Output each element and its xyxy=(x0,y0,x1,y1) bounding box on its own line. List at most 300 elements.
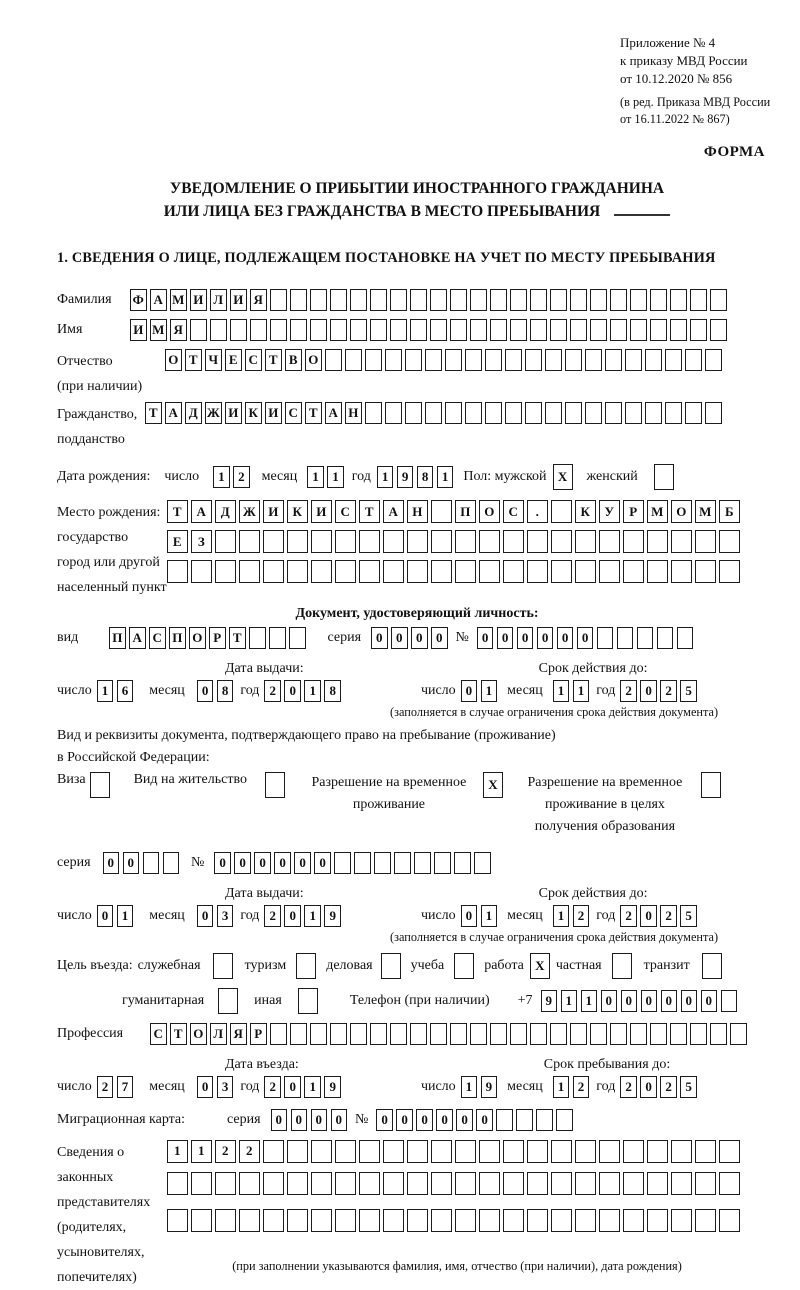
char-cell: Л xyxy=(210,289,227,311)
mc-series-label: серия xyxy=(227,1111,261,1127)
char-cell: 1 xyxy=(573,680,590,702)
char-cell xyxy=(383,560,404,583)
char-cell xyxy=(383,1140,404,1163)
char-cell xyxy=(647,560,668,583)
purpose-business-label: деловая xyxy=(326,957,373,973)
birthplace-block xyxy=(57,500,777,600)
char-cell xyxy=(599,1172,620,1195)
char-cell xyxy=(330,319,347,341)
char-cell xyxy=(390,1023,407,1045)
char-cell: 9 xyxy=(324,905,341,927)
char-cell xyxy=(290,289,307,311)
char-cell xyxy=(671,1209,692,1232)
char-cell xyxy=(630,319,647,341)
char-cell xyxy=(527,1140,548,1163)
residence-permit-checkbox xyxy=(265,772,285,798)
char-cell xyxy=(530,289,547,311)
char-cell: П xyxy=(455,500,476,523)
char-cell: 0 xyxy=(294,852,311,874)
char-cell: 0 xyxy=(461,905,478,927)
char-cell xyxy=(490,319,507,341)
char-cell: Ч xyxy=(205,349,222,371)
purpose-work-label: работа xyxy=(484,957,524,973)
char-cell xyxy=(335,530,356,553)
purpose-study-label: учеба xyxy=(410,957,445,973)
char-cell xyxy=(390,289,407,311)
char-cell: 0 xyxy=(291,1109,308,1131)
birthplace-city-label2: населенный пункт xyxy=(57,580,167,596)
char-cell xyxy=(470,319,487,341)
char-cell xyxy=(215,560,236,583)
char-cell xyxy=(430,1023,447,1045)
char-cell: 9 xyxy=(541,990,558,1012)
char-cell: К xyxy=(287,500,308,523)
char-cell: А xyxy=(191,500,212,523)
char-cell xyxy=(296,953,316,979)
char-cell xyxy=(405,349,422,371)
year-label: год xyxy=(240,1078,260,1094)
entry-year-cells xyxy=(264,1076,341,1098)
char-cell xyxy=(410,1023,427,1045)
char-cell xyxy=(167,1172,188,1195)
char-cell xyxy=(503,1209,524,1232)
char-cell: 0 xyxy=(661,990,678,1012)
char-cell xyxy=(213,953,233,979)
char-cell xyxy=(431,1209,452,1232)
patronymic-cells xyxy=(165,349,722,371)
char-cell: И xyxy=(263,500,284,523)
char-cell xyxy=(383,1172,404,1195)
char-cell xyxy=(218,988,238,1014)
representatives-row1-cells xyxy=(167,1140,740,1163)
doc-issue-date-label: Дата выдачи: xyxy=(225,661,304,677)
char-cell xyxy=(657,627,674,649)
char-cell: 0 xyxy=(621,990,638,1012)
char-cell xyxy=(215,530,236,553)
char-cell: 2 xyxy=(573,905,590,927)
char-cell xyxy=(311,1209,332,1232)
char-cell xyxy=(465,402,482,424)
char-cell: Т xyxy=(167,500,188,523)
year-label: год xyxy=(240,907,260,923)
char-cell: О xyxy=(305,349,322,371)
char-cell: 0 xyxy=(254,852,271,874)
char-cell xyxy=(605,349,622,371)
patronymic-label-block xyxy=(57,349,165,399)
char-cell: 3 xyxy=(217,905,234,927)
patronymic-note: (при наличии) xyxy=(57,379,143,395)
char-cell: С xyxy=(335,500,356,523)
sex-male-label: Пол: мужской xyxy=(463,469,547,485)
sex-female-label: женский xyxy=(586,469,638,485)
char-cell xyxy=(610,1023,627,1045)
char-cell: И xyxy=(265,402,282,424)
char-cell: 1 xyxy=(213,466,230,488)
char-cell: С xyxy=(150,1023,167,1045)
char-cell xyxy=(485,402,502,424)
char-cell xyxy=(210,319,227,341)
char-cell: Т xyxy=(305,402,322,424)
char-cell: 0 xyxy=(103,852,120,874)
entry-date-label: Дата въезда: xyxy=(225,1056,299,1072)
purpose-work-checkbox xyxy=(530,953,550,979)
citizenship-label-block xyxy=(57,402,145,452)
char-cell xyxy=(414,852,431,874)
char-cell: 0 xyxy=(461,680,478,702)
char-cell xyxy=(590,289,607,311)
char-cell xyxy=(637,627,654,649)
char-cell: 2 xyxy=(620,1076,637,1098)
visa-checkbox xyxy=(90,772,110,798)
doc-number-label: № xyxy=(455,630,469,646)
char-cell xyxy=(365,349,382,371)
char-cell xyxy=(450,289,467,311)
char-cell xyxy=(510,1023,527,1045)
given-name-row xyxy=(57,319,777,341)
char-cell xyxy=(625,402,642,424)
char-cell xyxy=(381,953,401,979)
char-cell xyxy=(330,289,347,311)
char-cell xyxy=(455,1209,476,1232)
year-label: год xyxy=(351,469,371,485)
profession-row xyxy=(57,1023,777,1045)
char-cell: 2 xyxy=(215,1140,236,1163)
rvp-issue-day-cells xyxy=(97,905,134,927)
char-cell: А xyxy=(129,627,146,649)
representatives-row2-cells xyxy=(167,1172,740,1195)
char-cell xyxy=(671,530,692,553)
char-cell xyxy=(370,319,387,341)
citizenship-label-line1: Гражданство, xyxy=(57,407,138,423)
form-title-line1: УВЕДОМЛЕНИЕ О ПРИБЫТИИ ИНОСТРАННОГО ГРАЖДАНИНА xyxy=(169,179,665,197)
char-cell xyxy=(510,289,527,311)
char-cell xyxy=(690,319,707,341)
birthplace-row3-cells xyxy=(167,560,740,583)
char-cell: А xyxy=(165,402,182,424)
char-cell xyxy=(565,349,582,371)
mc-number-cells xyxy=(376,1109,573,1131)
purpose-transit-label: транзит xyxy=(643,957,690,973)
citizenship-cells xyxy=(145,402,722,424)
char-cell: 0 xyxy=(497,627,514,649)
char-cell: 0 xyxy=(640,1076,657,1098)
char-cell xyxy=(625,349,642,371)
day-label: число xyxy=(57,683,92,699)
char-cell xyxy=(269,627,286,649)
char-cell xyxy=(287,560,308,583)
rvp-issue-year-cells xyxy=(264,905,341,927)
char-cell xyxy=(610,289,627,311)
char-cell: 0 xyxy=(314,852,331,874)
char-cell: И xyxy=(311,500,332,523)
purpose-private-label: частная xyxy=(555,957,602,973)
doc-issue-month-cells xyxy=(197,680,234,702)
doc-issue-year-cells xyxy=(264,680,341,702)
char-cell xyxy=(670,1023,687,1045)
char-cell xyxy=(431,1172,452,1195)
purpose-official-checkbox xyxy=(213,953,233,979)
char-cell xyxy=(479,1209,500,1232)
char-cell xyxy=(191,1172,212,1195)
char-cell xyxy=(350,289,367,311)
char-cell xyxy=(551,1140,572,1163)
char-cell xyxy=(650,289,667,311)
char-cell: А xyxy=(325,402,342,424)
given-name-label: Имя xyxy=(57,322,83,338)
char-cell xyxy=(450,1023,467,1045)
char-cell xyxy=(265,772,285,798)
char-cell xyxy=(565,402,582,424)
representatives-block xyxy=(57,1140,777,1290)
month-label: месяц xyxy=(261,469,298,485)
char-cell xyxy=(370,289,387,311)
char-cell: Р xyxy=(250,1023,267,1045)
char-cell xyxy=(647,1172,668,1195)
char-cell xyxy=(263,1140,284,1163)
char-cell xyxy=(334,852,351,874)
char-cell xyxy=(263,530,284,553)
patronymic-row xyxy=(57,349,777,399)
char-cell: К xyxy=(575,500,596,523)
char-cell xyxy=(249,627,266,649)
visa-label: Виза xyxy=(57,772,86,788)
char-cell xyxy=(719,1140,740,1163)
rvp-series-label: серия xyxy=(57,854,91,870)
char-cell: 2 xyxy=(660,1076,677,1098)
citizenship-row xyxy=(57,402,777,452)
char-cell: 1 xyxy=(117,905,134,927)
char-cell xyxy=(370,1023,387,1045)
char-cell: О xyxy=(190,1023,207,1045)
year-label: год xyxy=(240,683,260,699)
char-cell xyxy=(623,1209,644,1232)
purpose-humanitarian-checkbox xyxy=(218,988,238,1014)
entry-day-cells xyxy=(97,1076,134,1098)
char-cell xyxy=(551,500,572,523)
char-cell xyxy=(425,402,442,424)
char-cell xyxy=(445,402,462,424)
patronymic-label: Отчество xyxy=(57,354,113,370)
char-cell: 0 xyxy=(331,1109,348,1131)
char-cell xyxy=(350,319,367,341)
char-cell xyxy=(455,1172,476,1195)
char-cell: 1 xyxy=(553,905,570,927)
char-cell: П xyxy=(109,627,126,649)
char-cell xyxy=(479,1140,500,1163)
char-cell xyxy=(359,1172,380,1195)
purpose-second-row xyxy=(57,988,777,1014)
char-cell xyxy=(575,1209,596,1232)
char-cell: Т xyxy=(229,627,246,649)
doc-dates-labels xyxy=(57,661,777,677)
char-cell xyxy=(431,1140,452,1163)
form-title-line2-text: ИЛИ ЛИЦА БЕЗ ГРАЖДАНСТВА В МЕСТО ПРЕБЫВАНИЯ xyxy=(163,203,601,221)
doc-kind-cells xyxy=(109,627,306,649)
birthplace-row2-cells xyxy=(167,530,740,553)
rvp-dates-labels xyxy=(57,886,777,902)
char-cell: 0 xyxy=(274,852,291,874)
char-cell xyxy=(374,852,391,874)
char-cell xyxy=(190,319,207,341)
purpose-humanitarian-label: гуманитарная xyxy=(122,992,205,1008)
month-label: месяц xyxy=(149,907,185,923)
char-cell: 0 xyxy=(701,990,718,1012)
right-doc-line1: Вид и реквизиты документа, подтверждающего право на пребывание (проживание) xyxy=(57,728,556,744)
char-cell xyxy=(485,349,502,371)
char-cell xyxy=(670,289,687,311)
char-cell xyxy=(550,1023,567,1045)
doc-series-cells xyxy=(371,627,448,649)
char-cell xyxy=(647,1140,668,1163)
char-cell xyxy=(701,772,721,798)
char-cell xyxy=(721,990,738,1012)
char-cell xyxy=(287,530,308,553)
char-cell xyxy=(365,402,382,424)
char-cell: 0 xyxy=(640,905,657,927)
char-cell xyxy=(690,1023,707,1045)
char-cell xyxy=(359,1209,380,1232)
birthplace-cells-block xyxy=(167,500,777,588)
char-cell xyxy=(430,289,447,311)
char-cell: 5 xyxy=(680,680,697,702)
birth-date-row xyxy=(57,464,777,490)
day-label: число xyxy=(420,683,456,699)
char-cell: 2 xyxy=(660,905,677,927)
char-cell xyxy=(671,560,692,583)
char-cell xyxy=(575,530,596,553)
char-cell xyxy=(645,402,662,424)
char-cell: 1 xyxy=(561,990,578,1012)
rvp-valid-day-cells xyxy=(461,905,498,927)
appendix-line: к приказу МВД России xyxy=(620,53,748,69)
char-cell: Я xyxy=(250,289,267,311)
char-cell xyxy=(434,852,451,874)
char-cell: Т xyxy=(170,1023,187,1045)
temp-residence-label: Разрешение на временное проживание xyxy=(311,775,467,813)
char-cell xyxy=(239,560,260,583)
char-cell: Е xyxy=(225,349,242,371)
doc-valid-until-label: Срок действия до: xyxy=(538,661,648,677)
amendment-line: (в ред. Приказа МВД России xyxy=(620,94,771,109)
char-cell: 0 xyxy=(517,627,534,649)
char-cell xyxy=(585,349,602,371)
char-cell: 8 xyxy=(217,680,234,702)
char-cell: П xyxy=(169,627,186,649)
day-label: число xyxy=(420,1078,456,1094)
char-cell: Т xyxy=(185,349,202,371)
char-cell xyxy=(536,1109,553,1131)
char-cell xyxy=(551,530,572,553)
char-cell xyxy=(455,530,476,553)
entry-month-cells xyxy=(197,1076,234,1098)
migration-card-row xyxy=(57,1109,777,1131)
char-cell: 0 xyxy=(601,990,618,1012)
year-label: год xyxy=(596,907,616,923)
char-cell: 2 xyxy=(660,680,677,702)
char-cell xyxy=(527,1209,548,1232)
char-cell xyxy=(610,319,627,341)
char-cell: 2 xyxy=(620,905,637,927)
char-cell: 0 xyxy=(431,627,448,649)
birth-month-cells xyxy=(307,466,344,488)
char-cell xyxy=(335,1209,356,1232)
char-cell xyxy=(527,530,548,553)
month-label: месяц xyxy=(507,683,543,699)
char-cell: 2 xyxy=(233,466,250,488)
mc-series-cells xyxy=(271,1109,348,1131)
char-cell xyxy=(431,530,452,553)
rvp-valid-note: (заполняется в случае ограничения срока действия документа) xyxy=(390,929,719,944)
char-cell xyxy=(503,1172,524,1195)
char-cell xyxy=(454,852,471,874)
char-cell xyxy=(690,289,707,311)
char-cell xyxy=(289,627,306,649)
char-cell: 0 xyxy=(557,627,574,649)
char-cell: 0 xyxy=(396,1109,413,1131)
char-cell xyxy=(590,319,607,341)
char-cell: 1 xyxy=(327,466,344,488)
char-cell xyxy=(623,530,644,553)
char-cell: Д xyxy=(215,500,236,523)
char-cell xyxy=(215,1172,236,1195)
char-cell: И xyxy=(130,319,147,341)
char-cell xyxy=(530,319,547,341)
char-cell xyxy=(570,319,587,341)
char-cell xyxy=(710,289,727,311)
char-cell xyxy=(719,530,740,553)
char-cell: X xyxy=(553,464,573,490)
year-label: год xyxy=(596,1078,616,1094)
char-cell xyxy=(647,530,668,553)
stay-day-cells xyxy=(461,1076,498,1098)
char-cell: С xyxy=(503,500,524,523)
char-cell xyxy=(525,349,542,371)
char-cell xyxy=(450,319,467,341)
char-cell: 1 xyxy=(167,1140,188,1163)
char-cell xyxy=(270,319,287,341)
char-cell xyxy=(599,1209,620,1232)
amendment-line: от 16.11.2022 № 867) xyxy=(620,111,730,126)
char-cell xyxy=(239,1209,260,1232)
char-cell xyxy=(671,1140,692,1163)
profession-label: Профессия xyxy=(57,1025,124,1041)
birthplace-city-label1: город или другой xyxy=(57,555,160,571)
char-cell: 0 xyxy=(371,627,388,649)
surname-label: Фамилия xyxy=(57,292,112,308)
char-cell: 0 xyxy=(284,905,301,927)
phone-prefix: +7 xyxy=(517,992,533,1008)
char-cell: 1 xyxy=(553,1076,570,1098)
purpose-tourism-checkbox xyxy=(296,953,316,979)
stay-month-cells xyxy=(553,1076,590,1098)
char-cell: 2 xyxy=(264,905,281,927)
rvp-issue-date-label: Дата выдачи: xyxy=(225,885,304,901)
char-cell xyxy=(239,1172,260,1195)
birthplace-label: Место рождения: xyxy=(57,505,161,521)
char-cell: И xyxy=(230,289,247,311)
char-cell xyxy=(623,1140,644,1163)
representatives-row3-cells xyxy=(167,1209,740,1232)
rvp-series-cells xyxy=(103,852,180,874)
char-cell: 5 xyxy=(680,1076,697,1098)
char-cell xyxy=(545,349,562,371)
char-cell xyxy=(287,1140,308,1163)
form-title-line2 xyxy=(57,200,777,223)
char-cell xyxy=(551,1172,572,1195)
residence-permit-label: Вид на жительство xyxy=(133,772,247,788)
rvp-series-row xyxy=(57,852,777,874)
char-cell xyxy=(407,1209,428,1232)
